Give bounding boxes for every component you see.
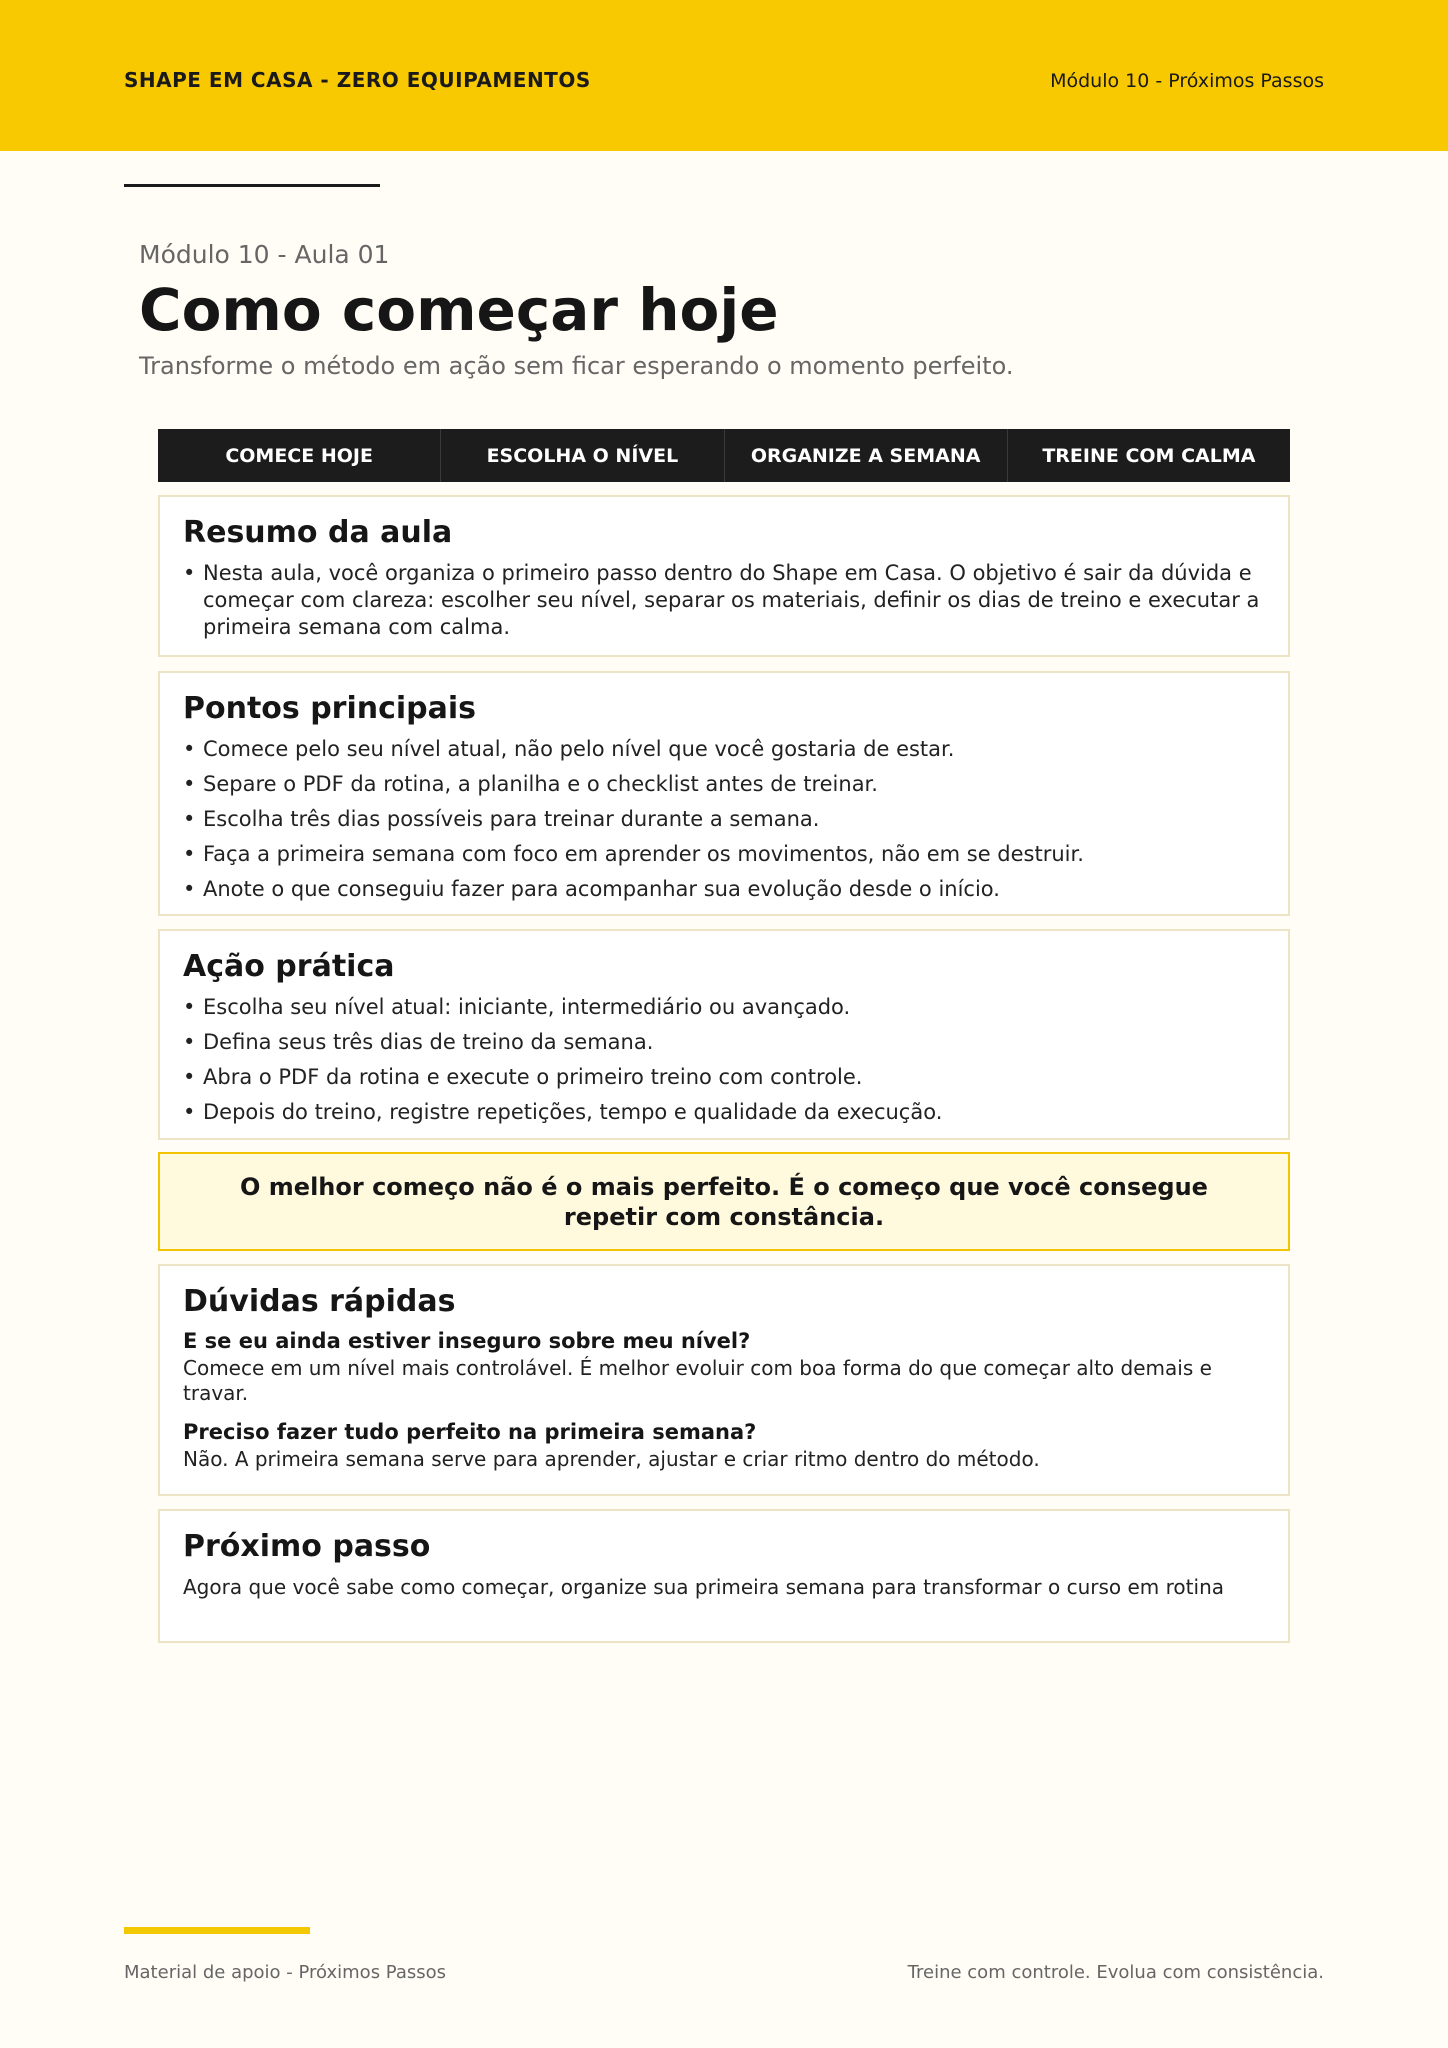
list-item: • Escolha seu nível atual: iniciante, intermediário ou avançado. xyxy=(183,994,1265,1021)
page-header xyxy=(0,0,1448,151)
top-divider xyxy=(124,184,380,187)
tab-comece-hoje: COMECE HOJE xyxy=(158,429,441,482)
next-step-text: Agora que você sabe como começar, organize sua primeira semana para transformar o curso em rotina xyxy=(183,1575,1224,1599)
list-item: • Anote o que conseguiu fazer para acompanhar sua evolução desde o início. xyxy=(183,876,1265,903)
faq-card xyxy=(158,1264,1290,1496)
topic-tabs xyxy=(158,429,1290,482)
list-item: • Defina seus três dias de treino da semana. xyxy=(183,1029,1265,1056)
list-item: • Faça a primeira semana com foco em aprender os movimentos, não em se destruir. xyxy=(183,841,1265,868)
page-title: Como começar hoje xyxy=(139,276,779,344)
list-item: • Escolha três dias possíveis para treinar durante a semana. xyxy=(183,806,1265,833)
faq-answer: Comece em um nível mais controlável. É melhor evoluir com boa forma do que começar alto demais e travar. xyxy=(183,1356,1212,1405)
highlight-quote: O melhor começo não é o mais perfeito. É o começo que você consegue repetir com constância. xyxy=(158,1152,1290,1251)
summary-list xyxy=(183,560,1265,641)
footer-right-text: Treine com controle. Evolua com consistência. xyxy=(907,1962,1324,1983)
brand-title: SHAPE EM CASA - ZERO EQUIPAMENTOS xyxy=(124,68,591,92)
page-subtitle: Transforme o método em ação sem ficar esperando o momento perfeito. xyxy=(139,352,1014,380)
list-item: • Abra o PDF da rotina e execute o primeiro treino com controle. xyxy=(183,1064,1265,1091)
list-item: • Nesta aula, você organiza o primeiro passo dentro do Shape em Casa. O objetivo é sair da dúvida e começar com clareza: escolher seu nível, separar os materiais, definir os dias de treino e executar a primeira semana com calma. xyxy=(183,560,1265,641)
tab-treine-calma: TREINE COM CALMA xyxy=(1042,444,1256,467)
footer-accent-bar xyxy=(124,1927,310,1934)
next-step-card xyxy=(158,1509,1290,1643)
list-item: • Separe o PDF da rotina, a planilha e o checklist antes de treinar. xyxy=(183,771,1265,798)
faq-question: E se eu ainda estiver inseguro sobre meu nível? xyxy=(183,1329,751,1353)
next-step-title: Próximo passo xyxy=(183,1529,431,1564)
tab-organize-semana: ORGANIZE A SEMANA xyxy=(725,429,1008,482)
key-points-list xyxy=(183,736,1265,903)
footer-left-text: Material de apoio - Próximos Passos xyxy=(124,1962,447,1983)
faq-title: Dúvidas rápidas xyxy=(183,1284,456,1319)
key-points-title: Pontos principais xyxy=(183,691,477,726)
lesson-eyebrow: Módulo 10 - Aula 01 xyxy=(139,240,390,269)
practical-action-title: Ação prática xyxy=(183,949,395,984)
summary-title: Resumo da aula xyxy=(183,515,453,550)
list-item: • Depois do treino, registre repetições, tempo e qualidade da execução. xyxy=(183,1099,1265,1126)
section-label: Módulo 10 - Próximos Passos xyxy=(1050,70,1324,92)
faq-answer: Não. A primeira semana serve para aprender, ajustar e criar ritmo dentro do método. xyxy=(183,1447,1040,1471)
tab-escolha-nivel: ESCOLHA O NÍVEL xyxy=(441,429,724,482)
practical-action-list xyxy=(183,994,1265,1126)
practical-action-card xyxy=(158,929,1290,1140)
summary-card xyxy=(158,495,1290,657)
key-points-card xyxy=(158,671,1290,916)
faq-question: Preciso fazer tudo perfeito na primeira semana? xyxy=(183,1420,757,1444)
list-item: • Comece pelo seu nível atual, não pelo nível que você gostaria de estar. xyxy=(183,736,1265,763)
